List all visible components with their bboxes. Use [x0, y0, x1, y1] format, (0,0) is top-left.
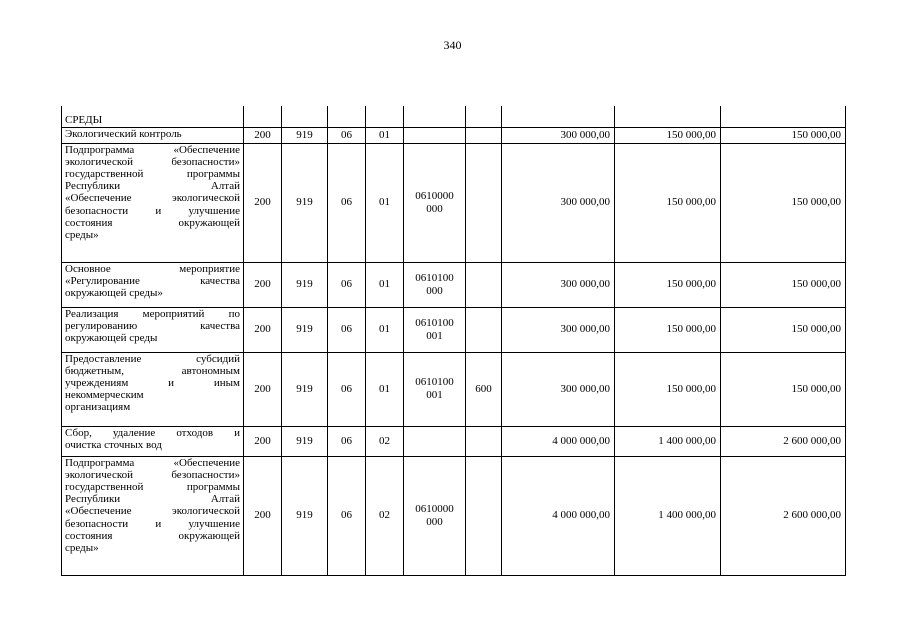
row-name-line: «Регулирование качества	[65, 274, 240, 287]
row-name-line: окружающей среды»	[65, 286, 163, 299]
row-name-line: «Обеспечение экологической	[65, 192, 240, 205]
amount-year2-cell: 150 000,00	[721, 127, 846, 143]
admin-code-cell: 200	[244, 352, 282, 426]
ministry-code-cell: 919	[282, 262, 328, 307]
section-code-cell: 06	[328, 456, 366, 575]
table-row	[62, 127, 846, 143]
subsection-code-cell: 01	[366, 262, 404, 307]
row-name-line: безопасности и улучшение	[65, 204, 240, 217]
ministry-code-cell: 919	[282, 143, 328, 262]
amount-year2-cell: 150 000,00	[721, 143, 846, 262]
amount-year1-cell: 150 000,00	[615, 127, 721, 143]
amount-year2-cell	[721, 106, 846, 127]
row-name-line: Сбор, удаление отходов и	[65, 426, 240, 439]
section-code-cell: 06	[328, 352, 366, 426]
table-row	[62, 143, 846, 262]
table-row	[62, 106, 846, 127]
row-name-line: Основное мероприятие	[65, 262, 240, 275]
row-name-line: СРЕДЫ	[65, 114, 103, 127]
target-article-line: 001	[426, 389, 443, 401]
subsection-code-cell: 02	[366, 456, 404, 575]
amount-total-cell: 4 000 000,00	[502, 426, 615, 456]
row-name-line: «Обеспечение экологической	[65, 505, 240, 518]
row-name-line: безопасности и улучшение	[65, 517, 240, 530]
budget-table	[61, 106, 846, 576]
section-code-cell: 06	[328, 262, 366, 307]
target-article-cell	[404, 352, 466, 426]
row-name-line: государственной программы	[65, 167, 240, 180]
row-name-line: окружающей среды	[65, 331, 158, 344]
row-name-cell	[62, 143, 244, 262]
amount-total-cell: 300 000,00	[502, 352, 615, 426]
row-name-line: некоммерческим	[65, 389, 144, 402]
row-name-line: состояния окружающей	[65, 216, 240, 229]
target-article-cell	[404, 426, 466, 456]
target-article-cell	[404, 143, 466, 262]
row-name-line: Реализация мероприятий по	[65, 307, 240, 320]
amount-year2-cell: 150 000,00	[721, 352, 846, 426]
row-name-cell	[62, 106, 244, 127]
subsection-code-cell: 01	[366, 352, 404, 426]
target-article-line: 0610100	[415, 376, 454, 388]
admin-code-cell: 200	[244, 426, 282, 456]
table-row	[62, 307, 846, 352]
subsection-code-cell: 01	[366, 127, 404, 143]
subsection-code-cell: 02	[366, 426, 404, 456]
ministry-code-cell: 919	[282, 352, 328, 426]
row-name-line: Предоставление субсидий	[65, 352, 240, 365]
row-name-line: государственной программы	[65, 480, 240, 493]
table-row	[62, 262, 846, 307]
expense-type-cell	[466, 262, 502, 307]
expense-type-cell	[466, 143, 502, 262]
section-code-cell: 06	[328, 127, 366, 143]
amount-total-cell: 300 000,00	[502, 143, 615, 262]
amount-total-cell: 300 000,00	[502, 127, 615, 143]
row-name-line: экологической безопасности»	[65, 468, 240, 481]
section-code-cell: 06	[328, 426, 366, 456]
expense-type-cell	[466, 127, 502, 143]
amount-total-cell: 300 000,00	[502, 307, 615, 352]
target-article-cell	[404, 127, 466, 143]
row-name-line: организациям	[65, 401, 131, 414]
target-article-cell	[404, 106, 466, 127]
row-name-line: Республики Алтай	[65, 493, 240, 506]
subsection-code-cell	[366, 106, 404, 127]
row-name-line: Республики Алтай	[65, 180, 240, 193]
section-code-cell: 06	[328, 143, 366, 262]
target-article-line: 0610000	[415, 189, 454, 202]
amount-year1-cell: 150 000,00	[615, 262, 721, 307]
admin-code-cell: 200	[244, 456, 282, 575]
row-name-cell	[62, 456, 244, 575]
target-article-line: 000	[426, 284, 443, 297]
target-article-line: 0610000	[415, 502, 454, 515]
row-name-line: бюджетным, автономным	[65, 364, 240, 377]
admin-code-cell: 200	[244, 127, 282, 143]
amount-year2-cell: 2 600 000,00	[721, 456, 846, 575]
row-name-line: среды»	[65, 541, 99, 554]
expense-type-cell	[466, 106, 502, 127]
admin-code-cell: 200	[244, 262, 282, 307]
page-number: 340	[443, 38, 462, 52]
target-article-cell	[404, 307, 466, 352]
row-name-cell	[62, 307, 244, 352]
target-article-cell	[404, 262, 466, 307]
subsection-code-cell: 01	[366, 307, 404, 352]
amount-year1-cell: 1 400 000,00	[615, 426, 721, 456]
target-article-line: 0610100	[415, 271, 454, 284]
table-row	[62, 426, 846, 456]
admin-code-cell: 200	[244, 307, 282, 352]
target-article-line: 0610100	[415, 316, 454, 329]
amount-year1-cell: 150 000,00	[615, 307, 721, 352]
row-name-line: Подпрограмма «Обеспечение	[65, 143, 240, 156]
amount-year1-cell: 1 400 000,00	[615, 456, 721, 575]
row-name-cell	[62, 426, 244, 456]
amount-year1-cell: 150 000,00	[615, 352, 721, 426]
amount-year2-cell: 2 600 000,00	[721, 426, 846, 456]
target-article-line: 001	[426, 329, 443, 342]
table-row	[62, 456, 846, 575]
amount-total-cell: 4 000 000,00	[502, 456, 615, 575]
row-name-line: Экологический контроль	[65, 127, 182, 140]
section-code-cell: 06	[328, 307, 366, 352]
amount-total-cell: 300 000,00	[502, 262, 615, 307]
ministry-code-cell: 919	[282, 307, 328, 352]
target-article-cell	[404, 456, 466, 575]
ministry-code-cell: 919	[282, 426, 328, 456]
amount-year2-cell: 150 000,00	[721, 262, 846, 307]
section-code-cell	[328, 106, 366, 127]
amount-total-cell	[502, 106, 615, 127]
amount-year2-cell: 150 000,00	[721, 307, 846, 352]
row-name-cell	[62, 262, 244, 307]
admin-code-cell: 200	[244, 143, 282, 262]
ministry-code-cell	[282, 106, 328, 127]
row-name-line: состояния окружающей	[65, 529, 240, 542]
target-article-line: 000	[426, 515, 443, 528]
subsection-code-cell: 01	[366, 143, 404, 262]
expense-type-cell	[466, 307, 502, 352]
row-name-line: регулированию качества	[65, 319, 240, 332]
ministry-code-cell: 919	[282, 456, 328, 575]
target-article-line: 000	[426, 202, 443, 215]
table-body	[62, 106, 846, 575]
row-name-line: Подпрограмма «Обеспечение	[65, 456, 240, 469]
row-name-line: учреждениям и иным	[65, 376, 240, 389]
row-name-line: экологической безопасности»	[65, 155, 240, 168]
expense-type-cell: 600	[466, 352, 502, 426]
amount-year1-cell	[615, 106, 721, 127]
row-name-cell	[62, 352, 244, 426]
admin-code-cell	[244, 106, 282, 127]
row-name-line: среды»	[65, 228, 99, 241]
expense-type-cell	[466, 456, 502, 575]
table-row	[62, 352, 846, 426]
expense-type-cell	[466, 426, 502, 456]
row-name-line: очистка сточных вод	[65, 438, 162, 451]
amount-year1-cell: 150 000,00	[615, 143, 721, 262]
row-name-cell	[62, 127, 244, 143]
ministry-code-cell: 919	[282, 127, 328, 143]
